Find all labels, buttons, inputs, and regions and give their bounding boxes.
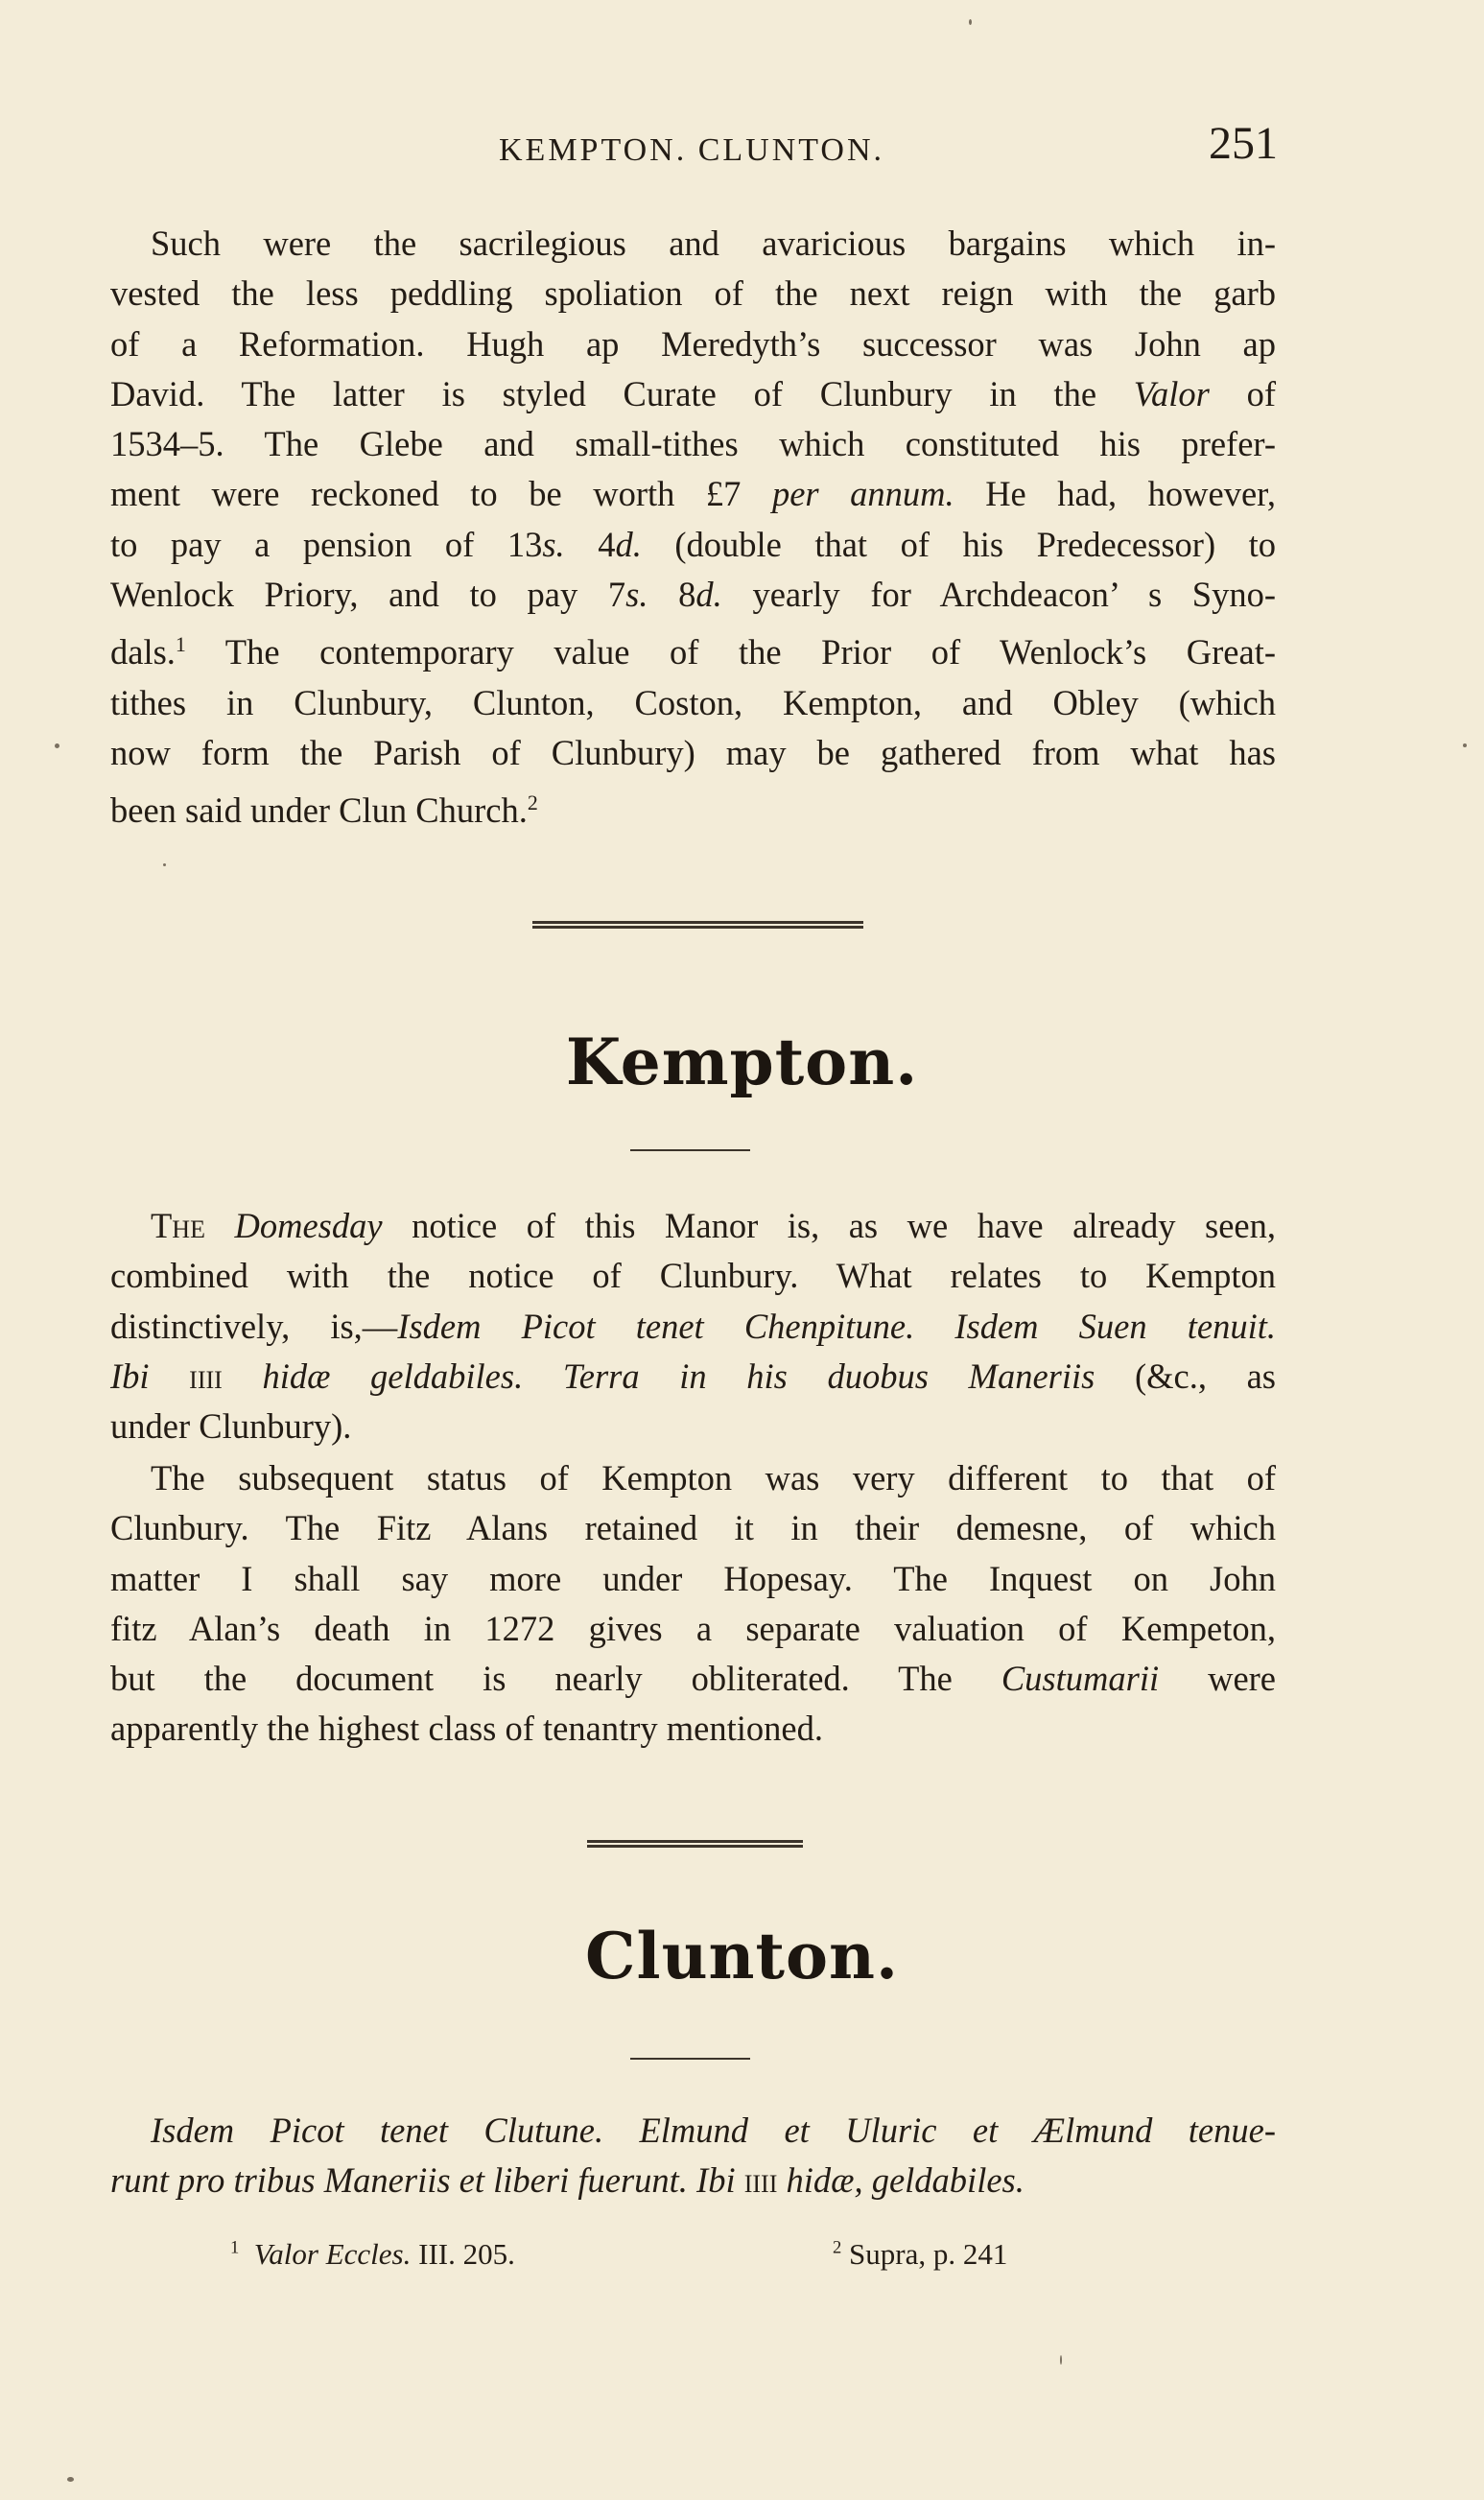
text-line: distinctively, is,—Isdem Picot tenet Chenpitune. Isdem Suen tenuit. — [110, 1306, 1276, 1346]
text-line: combined with the notice of Clunbury. What relates to Kempton — [110, 1256, 1276, 1296]
text-line: Such were the sacrilegious and avaricious bargains which in- — [151, 224, 1276, 263]
text-line: to pay a pension of 13s. 4d. (double that of his Predecessor) to — [110, 524, 1276, 564]
text-line: Ibi iiii hidæ geldabiles. Terra in his duobus Maneriis (&c., as — [110, 1356, 1277, 1396]
text-line: Clunbury. The Fitz Alans retained it in their demesne, of which — [110, 1508, 1276, 1548]
text-line: vested the less peddling spoliation of the next reign with the garb — [110, 273, 1276, 314]
footnote-2: $^2$ Supra, p. 241 — [833, 2237, 1008, 2271]
kempton-paragraph-1 — [110, 1201, 1276, 1451]
text-line: The subsequent status of Kempton was very different to that of — [151, 1458, 1276, 1498]
footnote-ref: 1 — [175, 632, 186, 657]
text-line: runt pro tribus Maneriis et liberi fuerunt. Ibi iiii hidæ, geldabiles. — [110, 2160, 1025, 2201]
paper-speck — [67, 2477, 74, 2482]
kempton-paragraph-2 — [110, 1453, 1276, 1755]
running-head: KEMPTON. CLUNTON. — [499, 132, 885, 168]
page-number: 251 — [1209, 118, 1278, 169]
rule-divider — [630, 2058, 750, 2060]
double-rule-divider — [532, 921, 863, 929]
double-rule-divider — [587, 1840, 803, 1848]
text-line: David. The latter is styled Curate of Clunbury in the Valor of — [110, 373, 1277, 413]
clunton-paragraph-1 — [110, 2106, 1276, 2206]
text-line: now form the Parish of Clunbury) may be gathered from what has — [110, 733, 1276, 773]
text-line: under Clunbury). — [110, 1406, 352, 1447]
paper-speck — [163, 863, 166, 866]
text-line: apparently the highest class of tenantry mentioned. — [110, 1709, 823, 1749]
rule-divider — [630, 1149, 750, 1151]
text-line: but the document is nearly obliterated. The Custumarii were — [110, 1659, 1277, 1699]
text-line: ment were reckoned to be worth £7 per annum. He had, however, — [110, 474, 1277, 514]
section-heading-clunton: Clunton. — [584, 1919, 900, 1993]
paper-speck — [55, 743, 59, 748]
text-line: fitz Alan’s death in 1272 gives a separate valuation of Kempeton, — [110, 1608, 1276, 1648]
text-line: tithes in Clunbury, Clunton, Coston, Kempton, and Obley (which — [110, 682, 1276, 722]
paper-speck — [1060, 2355, 1062, 2365]
text-line: been said under Clun Church.$^2$ — [110, 790, 538, 831]
footnote-1: $^1$ Valor Eccles. III. 205. — [230, 2237, 515, 2271]
paper-speck — [969, 19, 972, 25]
text-line: dals.$^1$ The contemporary value of the Prior of Wenlock’s Great- — [110, 632, 1276, 672]
footnote-ref: 2 — [527, 790, 538, 815]
text-line: Wenlock Priory, and to pay 7s. 8d. yearly for Archdeacon’ s Syno- — [110, 575, 1277, 615]
intro-paragraph — [110, 219, 1276, 837]
text-line: matter I shall say more under Hopesay. The Inquest on John — [110, 1558, 1276, 1598]
text-line: The Domesday notice of this Manor is, as we have already seen, — [151, 1206, 1277, 1245]
text-line: 1534–5. The Glebe and small-tithes which constituted his prefer- — [110, 424, 1276, 464]
text-line: of a Reformation. Hugh ap Meredyth’s successor was John ap — [110, 323, 1276, 364]
section-heading-kempton: Kempton. — [565, 1025, 919, 1099]
text-line: Isdem Picot tenet Clutune. Elmund et Uluric et Ælmund tenue- — [151, 2111, 1276, 2150]
paper-speck — [1463, 743, 1467, 747]
